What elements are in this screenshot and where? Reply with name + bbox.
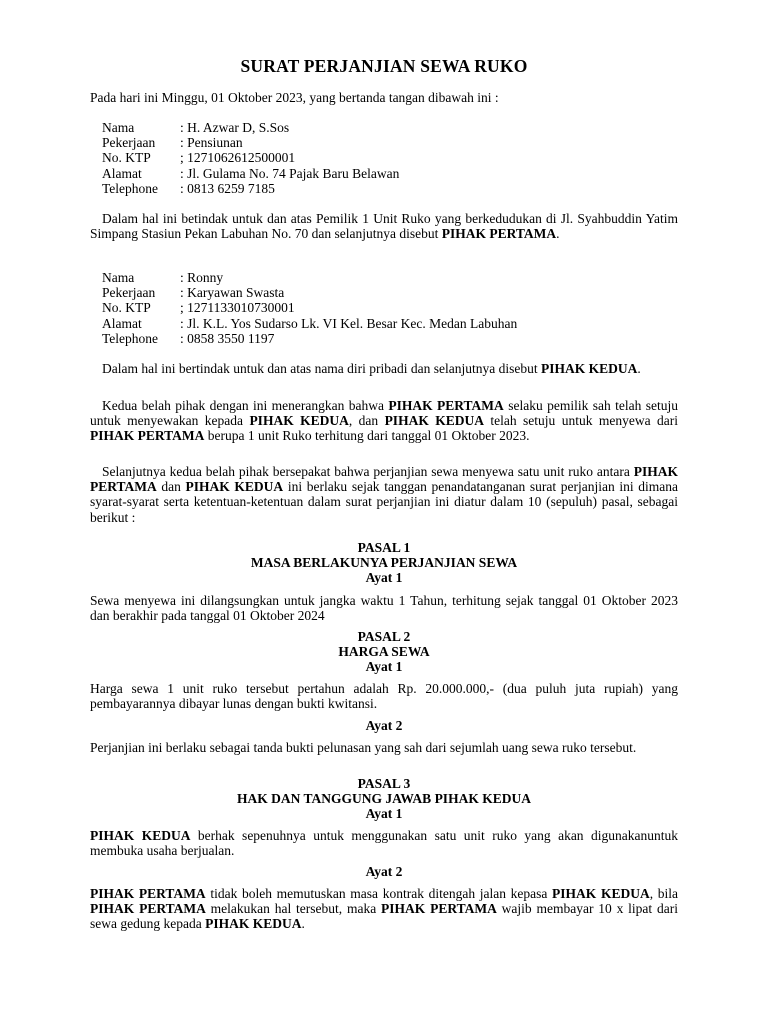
party2-ktp-row: No. KTP ; 1271133010730001 xyxy=(102,300,295,316)
pasal3-heading: PASAL 3 HAK DAN TANGGUNG JAWAB PIHAK KEDUA Ayat 1 xyxy=(237,776,531,822)
party1-name-row: Nama : H. Azwar D, S.Sos xyxy=(102,120,290,135)
party2-job-row: Pekerjaan : Karyawan Swasta xyxy=(102,285,285,301)
intro-text: Pada hari ini Minggu, 01 Oktober 2023, yang bertanda tangan dibawah ini : xyxy=(90,90,499,105)
pasal3-ayat2-label: Ayat 2 xyxy=(365,864,403,879)
pasal2-ayat2-label: Ayat 2 xyxy=(365,718,403,733)
agreement-paragraph-2: Selanjutnya kedua belah pihak bersepakat bahwa perjanjian sewa menyewa satu unit ruko antara PIHAK PERTAMA dan PIHAK KEDUA ini berlaku sejak tanggan penandatanganan surat perjanjian ini dimana syarat-syarat serta ketentuan-ketentuan dalam surat perjanjian ini diatur dalam 10 (sepuluh) pasal, sebagai berikut : xyxy=(90,464,678,525)
party2-description: Dalam hal ini bertindak untuk dan atas nama diri pribadi dan selanjutnya disebut PIHAK KEDUA. xyxy=(102,361,641,376)
party1-phone-row: Telephone : 0813 6259 7185 xyxy=(102,180,275,196)
party1-identity xyxy=(102,120,399,196)
pasal2-ayat1-text: Harga sewa 1 unit ruko tersebut pertahun adalah Rp. 20.000.000,- (dua puluh juta rupiah) yang pembayarannya dibayar lunas dengan bukti kwitansi. xyxy=(90,681,678,712)
party2-address-row: Alamat : Jl. K.L. Yos Sudarso Lk. VI Kel. Besar Kec. Medan Labuhan xyxy=(102,315,518,331)
party2-identity xyxy=(102,270,517,346)
party2-phone-row: Telephone : 0858 3550 1197 xyxy=(102,330,275,346)
party1-address-row: Alamat : Jl. Gulama No. 74 Pajak Baru Belawan xyxy=(102,165,400,181)
pasal1-ayat1-text: Sewa menyewa ini dilangsungkan untuk jangka waktu 1 Tahun, terhitung sejak tanggal 01 Oktober 2023 dan berakhir pada tanggal 01 Oktober 2024 xyxy=(90,593,678,624)
party1-ktp-row: No. KTP ; 1271062612500001 xyxy=(102,150,296,166)
agreement-paragraph-1: Kedua belah pihak dengan ini menerangkan bahwa PIHAK PERTAMA selaku pemilik sah telah setuju untuk menyewakan kepada PIHAK KEDUA, dan PIHAK KEDUA telah setuju untuk menyewa dari PIHAK PERTAMA berupa 1 unit Ruko terhitung dari tanggal 01 Oktober 2023. xyxy=(90,398,678,444)
party2-name-row: Nama : Ronny xyxy=(102,270,224,285)
pasal1-heading: PASAL 1 MASA BERLAKUNYA PERJANJIAN SEWA Ayat 1 xyxy=(250,540,518,586)
pasal3-ayat2-text: PIHAK PERTAMA tidak boleh memutuskan masa kontrak ditengah jalan kepasa PIHAK KEDUA, bila PIHAK PERTAMA melakukan hal tersebut, maka PIHAK PERTAMA wajib membayar 10 x lipat dari sewa gedung kepada PIHAK KEDUA. xyxy=(90,886,678,932)
pasal2-ayat2-text: Perjanjian ini berlaku sebagai tanda bukti pelunasan yang sah dari sejumlah uang sewa ruko tersebut. xyxy=(90,740,637,755)
pasal2-heading: PASAL 2 HARGA SEWA Ayat 1 xyxy=(338,629,430,675)
document-title: SURAT PERJANJIAN SEWA RUKO xyxy=(240,56,528,76)
party1-job-row: Pekerjaan : Pensiunan xyxy=(102,135,243,151)
party1-description: Dalam hal ini betindak untuk dan atas Pemilik 1 Unit Ruko yang berkedudukan di Jl. Syahbuddin Yatim Simpang Stasiun Pekan Labuhan No. 70 dan selanjutnya disebut PIHAK PERTAMA. xyxy=(90,211,678,242)
pasal3-ayat1-text: PIHAK KEDUA berhak sepenuhnya untuk menggunakan satu unit ruko yang akan digunakanuntuk membuka usaha berjualan. xyxy=(90,828,678,859)
